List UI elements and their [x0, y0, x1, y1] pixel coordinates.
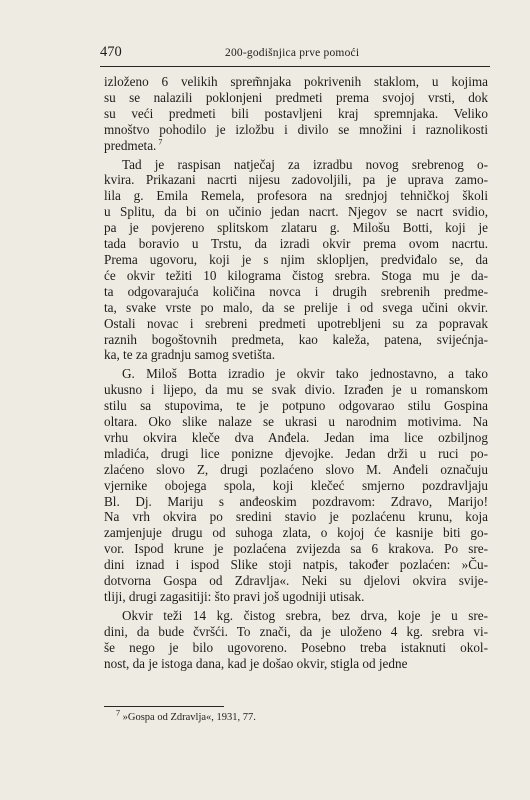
text-line: će okvir težiti 10 kilograma čistog srebra. Stoga mu je da-	[104, 267, 488, 283]
paragraph	[104, 157, 488, 364]
text-line: u Splitu, da bi on učinio jedan nacrt. Njegov se nacrt svidio,	[104, 204, 488, 220]
text-line: predmeta. $^7$	[104, 137, 163, 153]
header-rule	[100, 66, 490, 67]
text-line: vor. Ispod krune je pozlaćena zvijezda sa 6 krakova. Po sre-	[104, 541, 488, 557]
text-line: dini iznad i ispod Slike stoji natpis, također pozlaćen: »Ču-	[104, 557, 488, 573]
text-line: ukusno i lijepo, da mu se svak divio. Izrađen je u romanskom	[104, 382, 488, 398]
text-line: zamjenjuje drugu od suhoga zlata, o kojoj će kasnije biti go-	[104, 525, 488, 541]
paragraph	[104, 74, 488, 154]
text-line: kvira. Prikazani nacrti nijesu zadovoljili, pa je uprava zamo-	[104, 172, 488, 188]
text-line: su se nalazili poklonjeni predmeti prema svojoj vrsti, dok	[104, 89, 488, 105]
body-text	[104, 74, 488, 672]
footnote	[116, 708, 256, 723]
text-line: mladića, drugi lice ponizne djevojke. Jedan drži u ruci po-	[104, 445, 488, 461]
running-title: 200-godišnjica prve pomoći	[225, 47, 360, 59]
footnote-rule	[104, 706, 224, 707]
text-line: Bl. Dj. Mariju s anđeoskim pozdravom: Zdravo, Marijo!	[104, 493, 488, 509]
text-line: dini, da bude čvršći. To znači, da je uloženo 4 kg. srebra vi-	[104, 623, 488, 639]
text-line: Ostali novac i srebreni predmeti upotrebljeni su za popravak	[104, 315, 488, 331]
page-header	[100, 44, 490, 64]
paragraph	[104, 366, 488, 605]
text-line: ta odgovarajuća količina novca i drugih srebrenih predme-	[104, 283, 488, 299]
page-number: 470	[100, 44, 122, 60]
text-line: Prema ugovoru, koji je s njim sklopljen, predviđalo se, da	[104, 251, 488, 267]
text-line: ta, svake vrste po malo, da se prelije i od svega učini okvir.	[104, 299, 488, 315]
text-line: zlaćeno slovo Z, drugi pozlaćeno slovo M. Anđeli označuju	[104, 461, 488, 477]
text-line: pa je povjereno splitskom zlataru g. Milošu Botti, koji je	[104, 220, 488, 236]
text-line: Na vrh okvira po sredini stavio je pozlaćenu krunu, koja	[104, 509, 488, 525]
text-line: mnoštvo pohodilo je izložbu i divilo se množini i raznolikosti	[104, 121, 488, 137]
text-line: su veći predmeti bili postavljeni kraj spremnjaka. Veliko	[104, 105, 488, 121]
footnote-marker: 7	[116, 708, 120, 718]
text-line: lila g. Emila Remela, profesora na srednjoj tehničkoj školi	[104, 188, 488, 204]
text-line: stilu sa stupovima, te je potpuno odgovarao stilu Gospina	[104, 398, 488, 414]
text-line: raznih bogoštovnih predmeta, kao kaleža, patena, svijećnja-	[104, 331, 488, 347]
text-line: dotvorna Gospa od Zdravlja«. Neki su djelovi okvira svije-	[104, 573, 488, 589]
text-line: tada boravio u Trstu, da izradi okvir prema ovom nacrtu.	[104, 236, 488, 252]
text-line: izloženo 6 velikih sprem̃njaka pokrivenih staklom, u kojima	[104, 74, 488, 89]
text-line: tliji, drugi zagasitiji: što pravi još ugodniji utisak.	[104, 589, 365, 604]
text-line: ka, te za gradnju samog svetišta.	[104, 347, 276, 363]
footnote-text: »Gospa od Zdravlja«, 1931, 77.	[122, 712, 256, 723]
text-line: vjernike obojega spola, koji klečeć smjerno pozdravljaju	[104, 477, 488, 493]
text-line: oltara. Oko slike nalaze se ukrasi u narodnim motivima. Na	[104, 414, 488, 430]
paragraph	[104, 608, 488, 672]
footnote-reference: 7	[156, 137, 163, 147]
text-line: G. Miloš Botta izradio je okvir tako jednostavno, a tako	[122, 366, 488, 382]
text-line: nost, da je istoga dana, kad je došao okvir, stigla od jedne	[104, 655, 408, 671]
text-line: še nego je bilo ugovoreno. Posebno treba istaknuti okol-	[104, 639, 488, 655]
text-line: vrhu okvira kleče dva Anđela. Jedan ima lice ozbiljnog	[104, 429, 488, 445]
text-line: Okvir teži 14 kg. čistog srebra, bez drva, koje je u sre-	[122, 607, 488, 623]
text-line: Tad je raspisan natječaj za izradbu novog srebrenog o-	[122, 156, 488, 172]
